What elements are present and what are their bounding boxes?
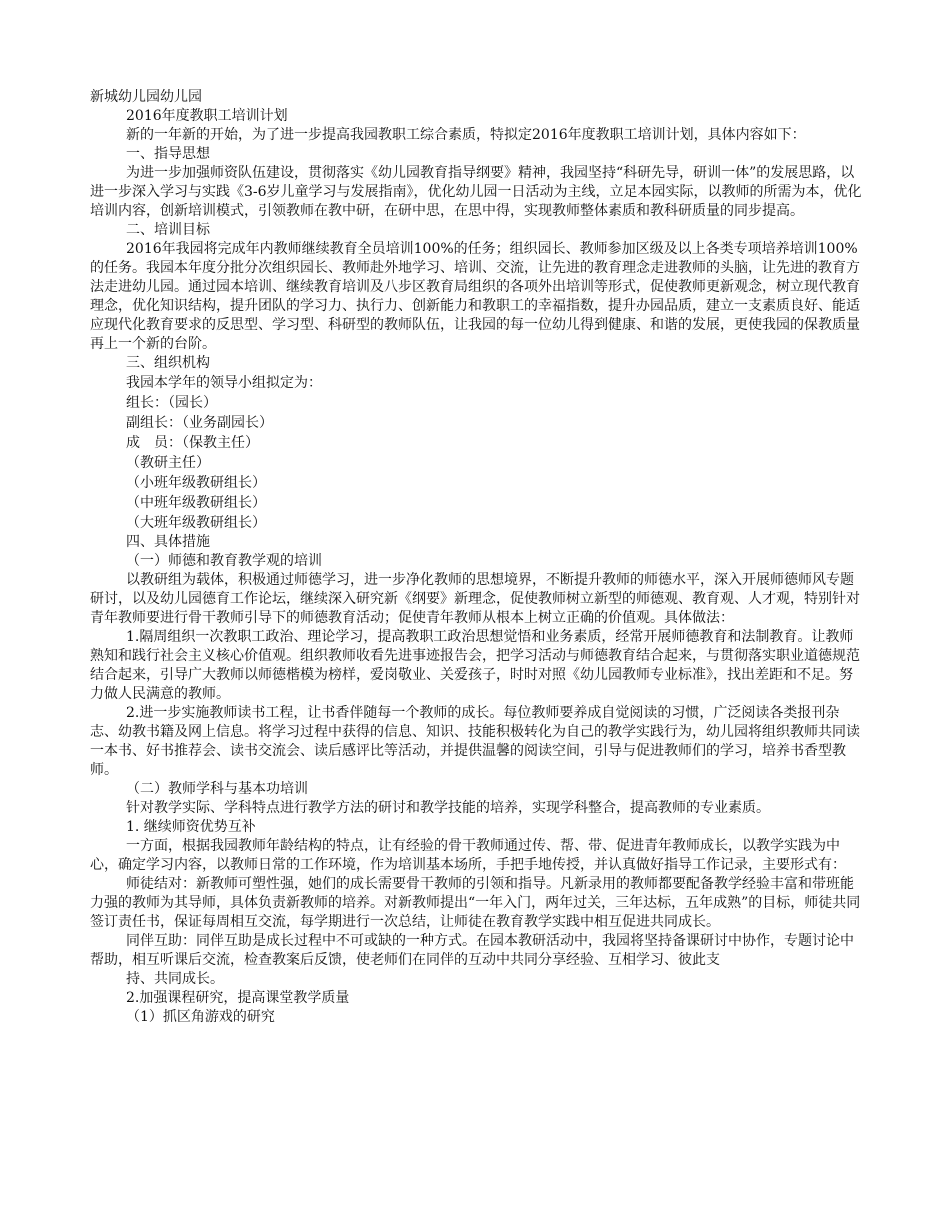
doc-title: 2016年度教职工培训计划 <box>126 108 288 124</box>
skills-item-1-paragraph: 一方面，根据我园教师年龄结构的特点，让有经验的骨干教师通过传、帮、带、促进青年教师成长，以教学实践为中心，确定学习内容，以教师日常的工作环境，作为培训基本场所，手把手地传授，并认真做好指导工作记录，主要形式有： <box>90 838 846 873</box>
skills-item-2-sub-1: （1）抓区角游戏的研究 <box>126 1009 275 1025</box>
ethics-item-1: 1.隔周组织一次教职工政治、理论学习，提高教职工政治思想觉悟和业务素质，经常开展师德教育和法制教育。让教师熟知和践行社会主义核心价值观。组织教师收看先进事迹报告会，把学习活动与师德教育结合起来，与贯彻落实职业道德规范结合起来，引导广大教师以师德楷模为榜样，爱岗敬业、关爱孩子，时时对照《幼儿园教师专业标准》，找出差距和不足。努力做人民满意的教师。 <box>90 629 860 702</box>
skills-item-1-heading: 1. 继续师资优势互补 <box>126 819 256 835</box>
section-heading-measures: 四、具体措施 <box>126 534 210 550</box>
section-heading-guiding-thought: 一、指导思想 <box>126 146 210 162</box>
organization-leader: 组长：（园长） <box>126 395 217 411</box>
ethics-item-2: 2.进一步实施教师读书工程，让书香伴随每一个教师的成长。每位教师要养成自觉阅读的习惯，广泛阅读各类报刊杂志、幼教书籍及网上信息。将学习过程中获得的信息、知识、技能积极转化为自己的教学实践行为，幼儿园将组织教师共同读一本书、好书推荐会、读书交流会、读后感评比等活动，并提供温馨的阅读空间，引导与促进教师们的学习，培养书香型教师。 <box>90 705 860 778</box>
organization-lead: 我园本学年的领导小组拟定为： <box>126 375 322 391</box>
organization-member-2: （小班年级教研组长） <box>126 475 266 491</box>
subsection-heading-ethics: （一）师德和教育教学观的培训 <box>126 553 322 569</box>
organization-vice-leader: 副组长：（业务副园长） <box>126 415 273 431</box>
peer-support-continuation: 持、共同成长。 <box>126 971 224 987</box>
school-name: 新城幼儿园幼儿园 <box>90 89 202 105</box>
subsection-heading-skills: （二）教师学科与基本功培训 <box>126 781 308 797</box>
intro-paragraph: 新的一年新的开始，为了进一步提高我园教职工综合素质，特拟定2016年度教职工培训计划，具体内容如下： <box>126 127 806 143</box>
organization-member-1: （教研主任） <box>126 455 210 471</box>
guiding-thought-paragraph: 为进一步加强师资队伍建设，贯彻落实《幼儿园教育指导纲要》精神，我园坚持“科研先导，研训一体”的发展思路，以进一步深入学习与实践《3-6岁儿童学习与发展指南》，优化幼儿园一日活动为主线，立足本园实际，以教师的所需为本，优化培训内容，创新培训模式，引领教师在教中研，在研中思，在思中得，实现教师整体素质和教科研质量的同步提高。 <box>90 165 862 219</box>
peer-support-paragraph: 同伴互助：同伴互助是成长过程中不可或缺的一种方式。在园本教研活动中，我园将坚持备课研讨中协作，专题讨论中帮助，相互听课后交流，检查教案后反馈，使老师们在同伴的互动中共同分享经验、互相学习、彼此支 <box>90 933 854 968</box>
section-heading-organization: 三、组织机构 <box>126 355 210 371</box>
skills-paragraph: 针对教学实际、学科特点进行教学方法的研讨和教学技能的培养，实现学科整合，提高教师的专业素质。 <box>126 800 770 816</box>
training-goals-paragraph: 2016年我园将完成年内教师继续教育全员培训100%的任务；组织园长、教师参加区级及以上各类专项培养培训100%的任务。我园本年度分批分次组织园长、教师赴外地学习、培训、交流，让先进的教育理念走进教师的头脑，让先进的教育方法走进幼儿园。通过园本培训、继续教育培训及八步区教育局组织的各项外出培训等形式，促使教师更新观念，树立现代教育理念，优化知识结构，提升团队的学习力、执行力、创新能力和教职工的幸福指数，提升办园品质，建立一支素质良好、能适应现代化教育要求的反思型、学习型、科研型的教师队伍，让我园的每一位幼儿得到健康、和谐的发展，更使我园的保教质量再上一个新的台阶。 <box>90 241 860 352</box>
section-heading-training-goals: 二、培训目标 <box>126 222 210 238</box>
organization-members: 成 员：（保教主任） <box>126 435 259 451</box>
ethics-paragraph: 以教研组为载体，积极通过师德学习，进一步净化教师的思想境界，不断提升教师的师德水平，深入开展师德师风专题研讨，以及幼儿园德育工作论坛，继续深入研究新《纲要》新理念，促使教师树立新型的师德观、教育观、人才观，特别针对青年教师要进行骨干教师引导下的师德教育活动；促使青年教师从根本上树立正确的价值观。具体做法： <box>90 572 860 626</box>
organization-member-4: （大班年级教研组长） <box>126 515 266 531</box>
organization-member-3: （中班年级教研组长） <box>126 495 266 511</box>
skills-item-2-heading: 2.加强课程研究，提高课堂教学质量 <box>126 990 350 1006</box>
mentoring-paragraph: 师徒结对：新教师可塑性强，她们的成长需要骨干教师的引领和指导。凡新录用的教师都要配备教学经验丰富和带班能力强的教师为其导师，具体负责新教师的培养。对新教师提出“一年入门，两年过关，三年达标，五年成熟”的目标，师徒共同签订责任书，保证每周相互交流，每学期进行一次总结，让师徒在教育教学实践中相互促进共同成长。 <box>90 876 861 930</box>
document-page <box>90 88 865 1027</box>
